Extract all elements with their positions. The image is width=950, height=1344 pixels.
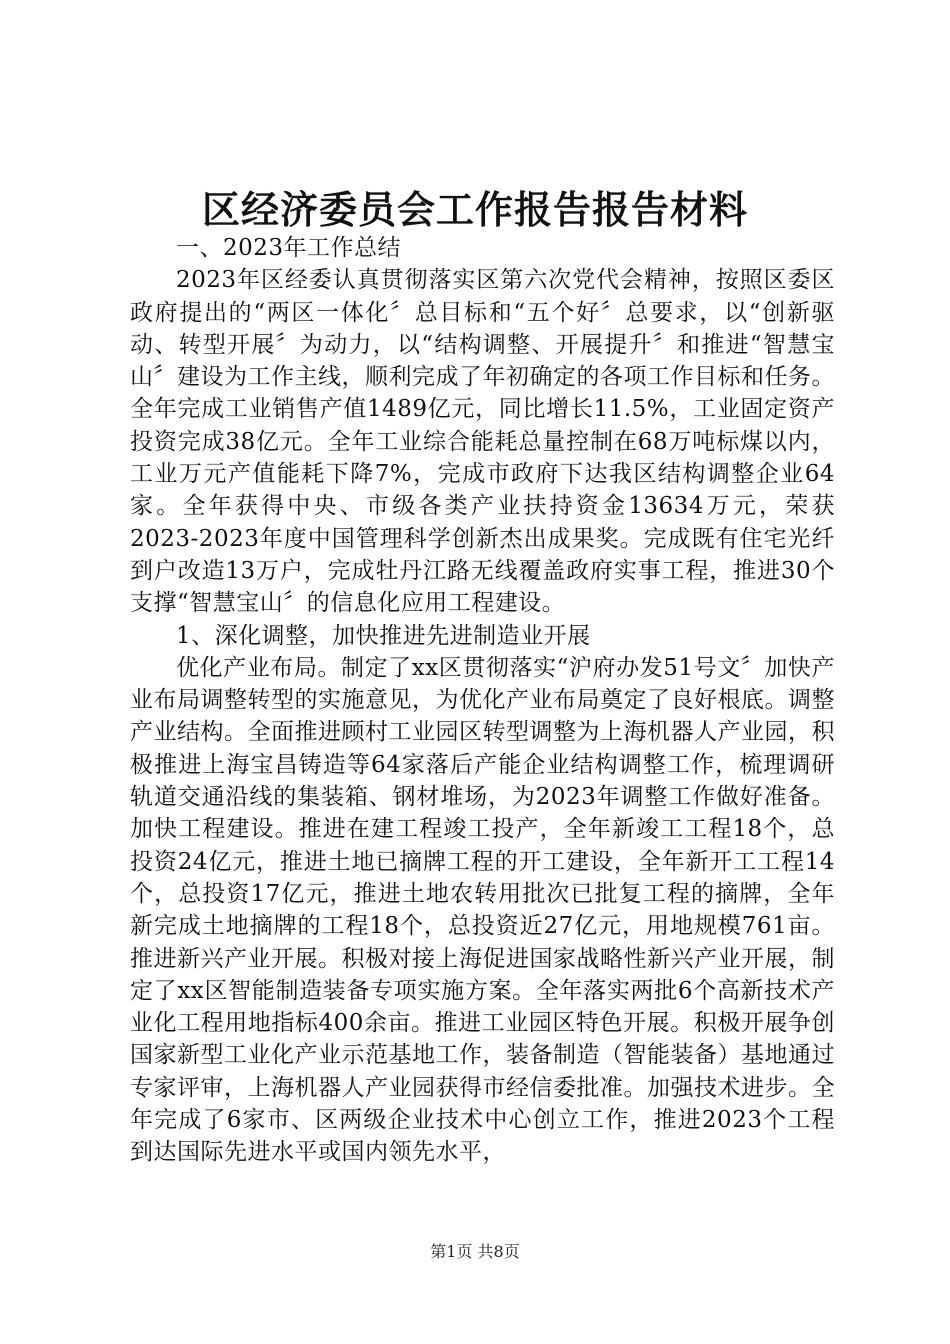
body-paragraph: 优化产业布局。制定了xx区贯彻落实“沪府办发51号文〞加快产业布局调整转型的实施意见，为优化产业布局奠定了良好根底。调整产业结构。全面推进顾村工业园区转型调整为上海机器人产业园，积极推进上海宝昌铸造等64家落后产能企业结构调整工作，梳理调研轨道交通沿线的集装箱、钢材堆场，为2023年调整工作做好准备。加快工程建设。推进在建工程竣工投产，全年新竣工工程18个，总投资24亿元，推进土地已摘牌工程的开工建设，全年新开工工程14个，总投资17亿元，推进土地农转用批次已批复工程的摘牌，全年新完成土地摘牌的工程18个，总投资近27亿元，用地规模761亩。推进新兴产业开展。积极对接上海促进国家战略性新兴产业开展，制定了xx区智能制造装备专项实施方案。全年落实两批6个高新技术产业化工程用地指标400余亩。推进工业园区特色开展。积极开展争创国家新型工业化产业示范基地工作，装备制造（智能装备）基地通过专家评审，上海机器人产业园获得市经信委批准。加强技术进步。全年完成了6家市、区两级企业技术中心创立工作，推进2023个工程到达国际先进水平或国内领先水平， (130, 654, 835, 1166)
document-body (130, 232, 835, 1169)
document-title: 区经济委员会工作报告报告材料 (201, 187, 748, 232)
section-heading: 一、2023年工作总结 (176, 235, 402, 261)
page-footer: 第1页 共8页 (430, 1242, 520, 1261)
body-paragraph: 2023年区经委认真贯彻落实区第六次党代会精神，按照区委区政府提出的“两区一体化〞总目标和“五个好〞总要求，以“创新驱动、转型开展〞为动力，以“结构调整、开展提升〞和推进“智慧宝山〞建设为工作主线，顺利完成了年初确定的各项工作目标和任务。全年完成工业销售产值1489亿元，同比增长11.5%，工业固定资产投资完成38亿元。全年工业综合能耗总量控制在68万吨标煤以内，工业万元产值能耗下降7%，完成市政府下达我区结构调整企业64家。全年获得中央、市级各类产业扶持资金13634万元，荣获2023-2023年度中国管理科学创新杰出成果奖。完成既有住宅光纤到户改造13万户，完成牡丹江路无线覆盖政府实事工程，推进30个支撑“智慧宝山〞的信息化应用工程建设。 (130, 267, 835, 617)
subsection-heading: 1、深化调整，加快推进先进制造业开展 (176, 622, 591, 649)
